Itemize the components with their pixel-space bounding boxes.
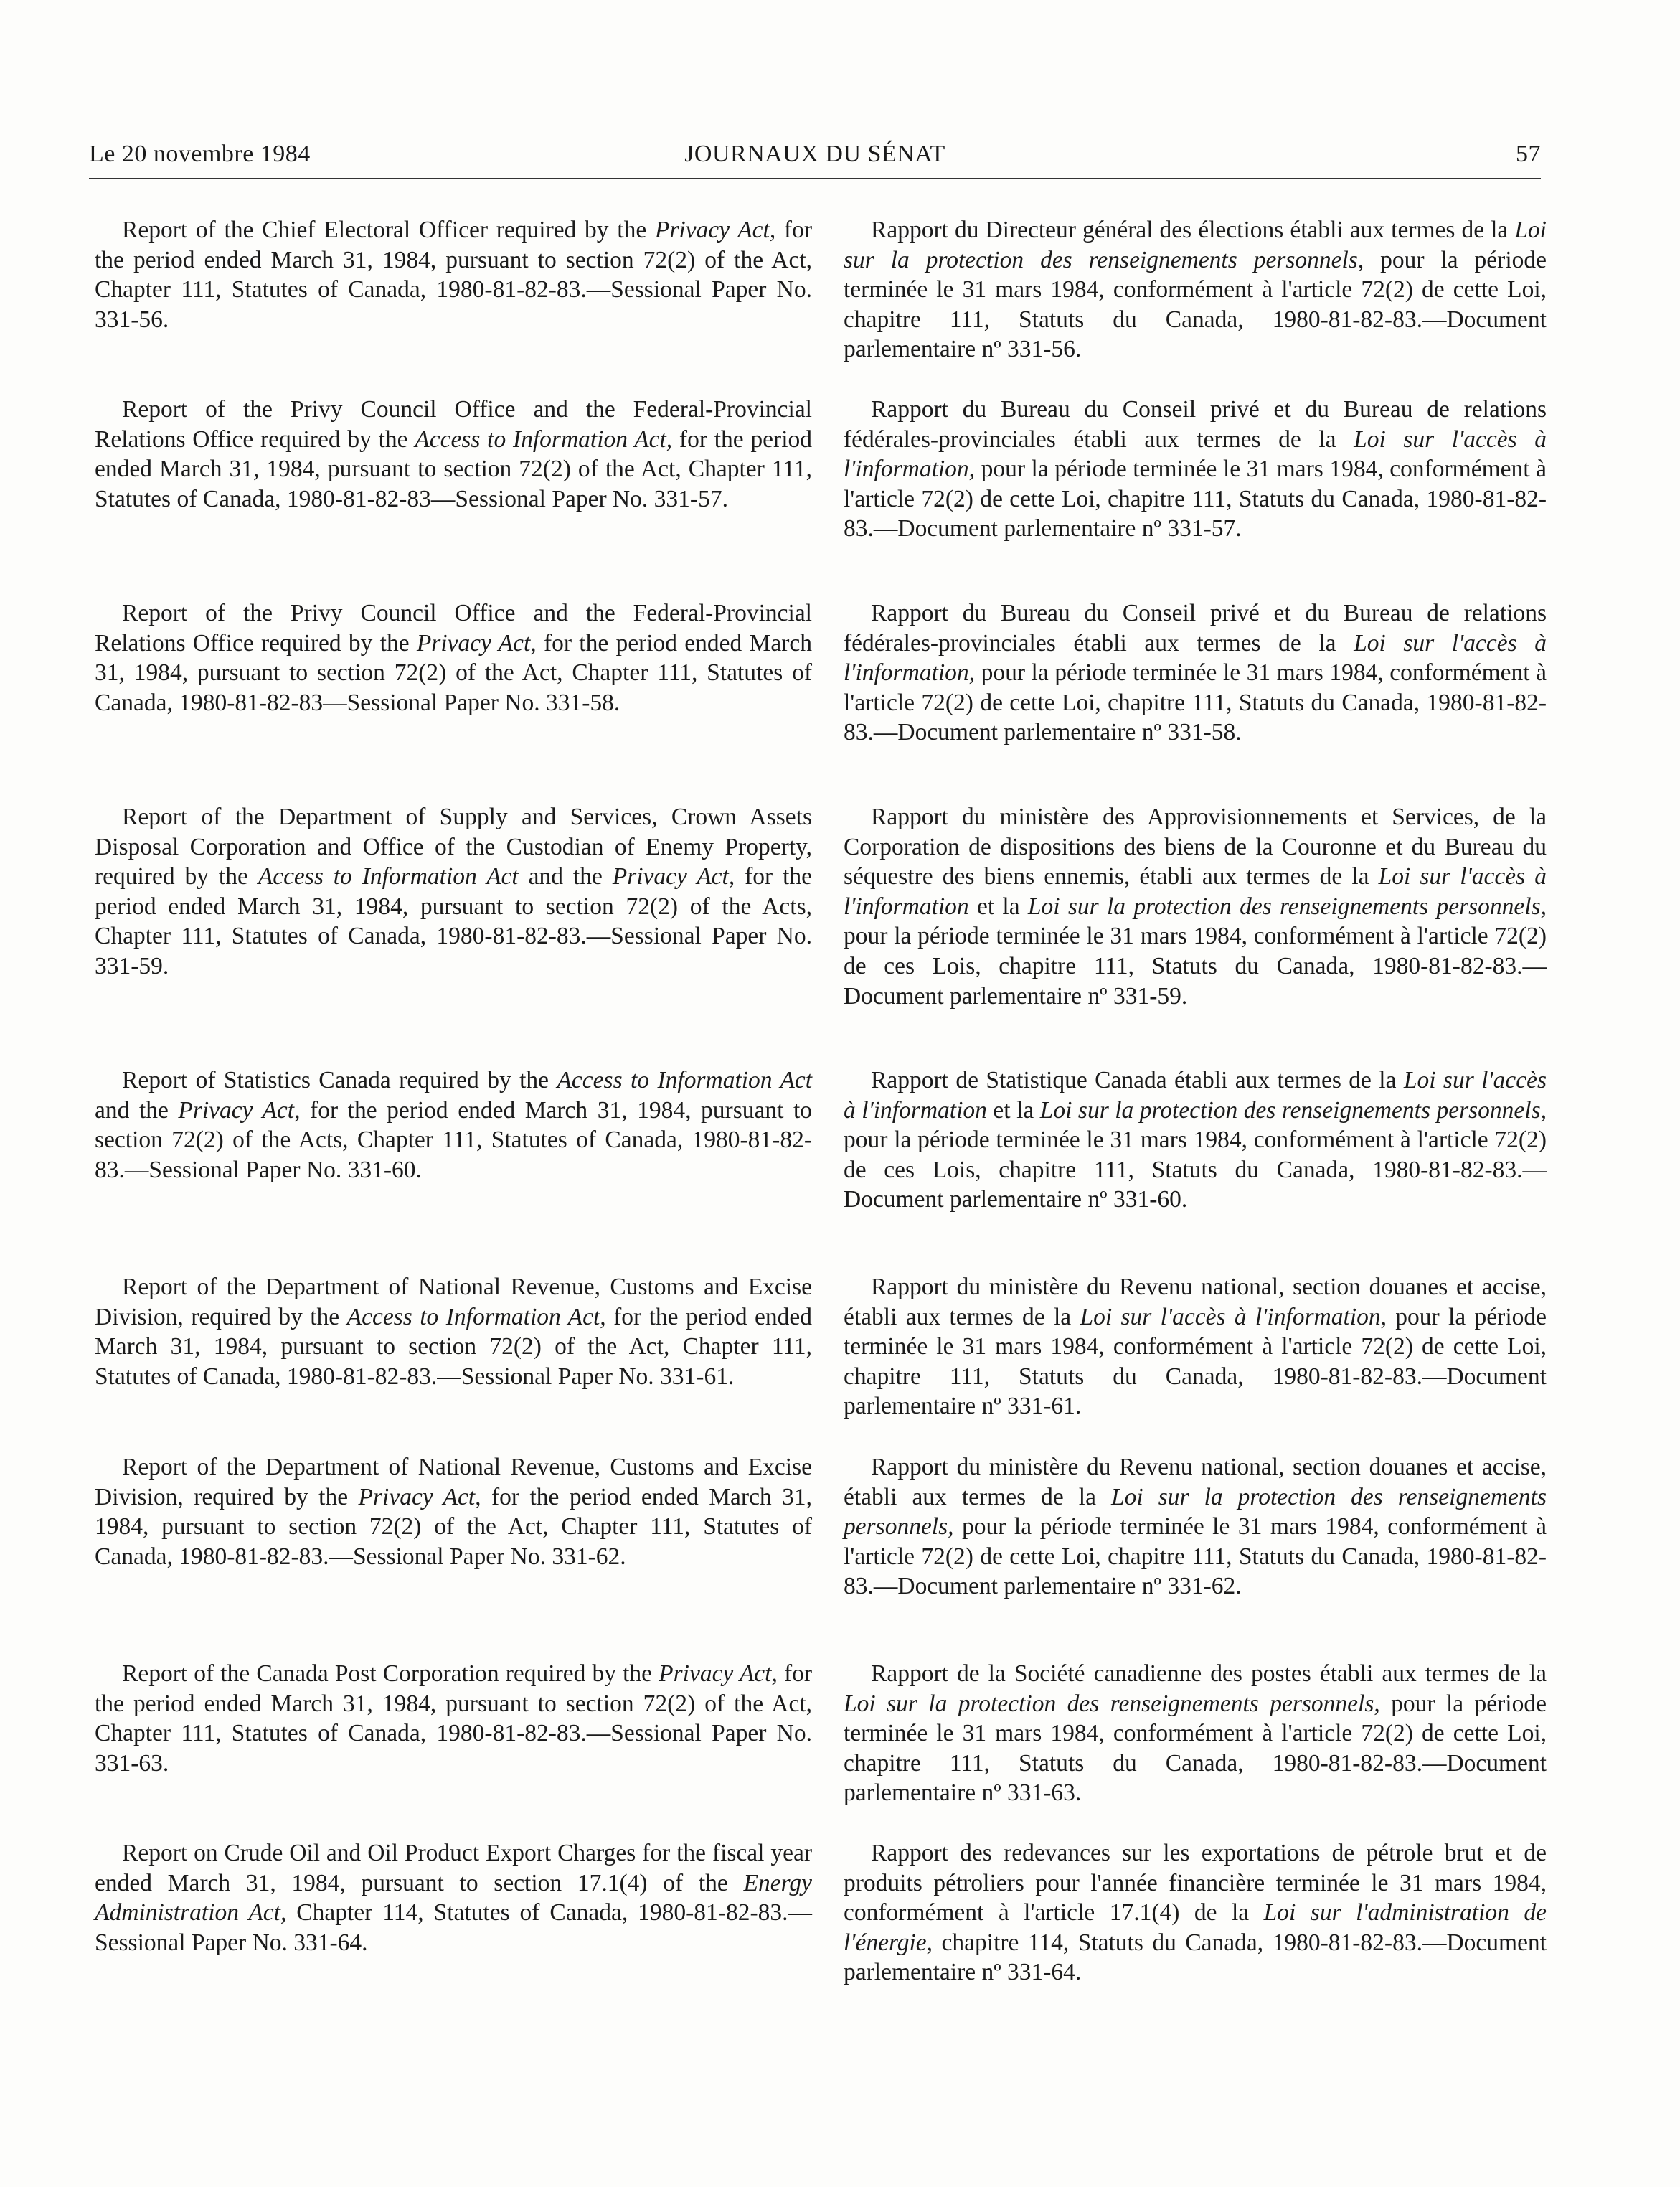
- text-run: pour la période terminée le 31 mars 1984, conformément à l'article 72(2) de cette Loi, chapitre 111, Statuts du Canada, 1980-81-82-83.—Document parlementaire nº 331-57.: [844, 456, 1547, 542]
- english-paragraph: [95, 1452, 812, 1571]
- text-run: for the period ended March 31, 1984, pursuant to section 72(2) of the Acts, Chapter 111, Statutes of Canada, 1980-81-82-83.—Sessional Paper No. 331-59.: [95, 863, 813, 979]
- french-paragraph: [844, 215, 1547, 364]
- french-paragraph: [844, 598, 1547, 748]
- english-paragraph: [95, 1838, 812, 1957]
- text-run: for the period ended March 31, 1984, pursuant to section 72(2) of the Act, Chapter 111, Statutes of Canada, 1980-81-82-83.—Sessional Paper No. 331-56.: [95, 217, 812, 333]
- english-paragraph: [95, 1659, 812, 1778]
- act-title: Access to Information Act: [557, 1067, 813, 1094]
- text-run: pour la période terminée le 31 mars 1984, conformément à l'article 72(2) de ces Lois, chapitre 111, Statuts du Canada, 1980-81-82-83.—Document parlementaire nº 331-60.: [844, 1127, 1547, 1213]
- text-run: for the period ended March 31, 1984, pursuant to section 72(2) of the Act, Chapter 111, Statutes of Canada, 1980-81-82-83.—Sessional Paper No. 331-63.: [95, 1660, 813, 1777]
- text-run: Report of Statistics Canada required by the: [122, 1067, 557, 1094]
- text-run: Rapport du ministère des Approvisionnements et Services, de la Corporation de dispositions des biens de la Couronne et du Bureau du séquestre des biens ennemis, établi aux termes de la: [844, 804, 1547, 890]
- text-run: Chapter 114, Statutes of Canada, 1980-81-82-83.—Sessional Paper No. 331-64.: [95, 1899, 812, 1956]
- text-run: Report of the Privy Council Office and the Federal-Provincial Relations Office required by the: [95, 396, 812, 453]
- act-title: Loi sur la protection des renseignements personnels,: [844, 1690, 1380, 1717]
- text-run: for the period ended March 31, 1984, pursuant to section 72(2) of the Act, Chapter 111, Statutes of Canada, 1980-81-82-83—Sessional Paper No. 331-57.: [95, 425, 812, 512]
- text-run: pour la période terminée le 31 mars 1984, conformément à l'article 72(2) de ces Lois, chapitre 111, Statuts du Canada, 1980-81-82-83.—Document parlementaire nº 331-59.: [844, 923, 1547, 1010]
- text-run: et la: [986, 1096, 1040, 1124]
- act-title: Loi sur l'accès à l'information,: [844, 629, 1547, 687]
- act-title: Loi sur la protection des renseignements personnels,: [844, 217, 1547, 273]
- text-run: Rapport de la Société canadienne des postes établi aux termes de la: [871, 1660, 1547, 1687]
- english-paragraph: [95, 598, 812, 718]
- act-title: Access to Information Act: [258, 863, 519, 890]
- act-title: Loi sur l'accès à l'information: [844, 1067, 1547, 1124]
- text-run: Rapport de Statistique Canada établi aux termes de la: [871, 1067, 1404, 1094]
- act-title: Loi sur l'administration de l'énergie,: [844, 1899, 1547, 1956]
- english-paragraph: [95, 802, 812, 982]
- text-run: Report of the Canada Post Corporation required by the: [122, 1660, 659, 1687]
- text-run: for the period ended March 31, 1984, pursuant to section 72(2) of the Act, Chapter 111, Statutes of Canada, 1980-81-82-83—Sessional Paper No. 331-58.: [95, 629, 812, 716]
- text-run: for the period ended March 31, 1984, pursuant to section 72(2) of the Act, Chapter 111, Statutes of Canada, 1980-81-82-83.—Sessional Paper No. 331-62.: [95, 1483, 812, 1570]
- text-run: Rapport du ministère du Revenu national, section douanes et accise, établi aux termes de la: [844, 1454, 1547, 1510]
- text-run: chapitre 114, Statuts du Canada, 1980-81-82-83.—Document parlementaire nº 331-64.: [844, 1929, 1547, 1986]
- act-title: Loi sur l'accès à l'information,: [1080, 1303, 1387, 1330]
- french-paragraph: [844, 1452, 1547, 1602]
- act-title: Privacy Act,: [358, 1483, 481, 1510]
- act-title: Loi sur l'accès à l'information: [844, 863, 1547, 920]
- english-paragraph: [95, 1272, 812, 1391]
- act-title: Privacy Act,: [416, 629, 537, 657]
- act-title: Privacy Act,: [612, 863, 735, 890]
- header-date: Le 20 novembre 1984: [89, 141, 311, 167]
- act-title: Privacy Act,: [659, 1660, 778, 1687]
- text-run: and the: [518, 863, 613, 890]
- running-header: [89, 141, 1541, 178]
- header-rule: [89, 178, 1541, 179]
- text-run: Report of the Department of National Revenue, Customs and Excise Division, required by the: [95, 1274, 812, 1330]
- text-run: for the period ended March 31, 1984, pursuant to section 72(2) of the Act, Chapter 111, Statutes of Canada, 1980-81-82-83.—Sessional Paper No. 331-61.: [95, 1303, 813, 1390]
- header-title: JOURNAUX DU SÉNAT: [684, 141, 945, 167]
- page-number: 57: [1516, 141, 1541, 167]
- act-title: Privacy Act,: [178, 1096, 301, 1124]
- english-paragraph: [95, 215, 812, 334]
- text-run: pour la période terminée le 31 mars 1984, conformément à l'article 72(2) de cette Loi, chapitre 111, Statuts du Canada, 1980-81-82-83.—Document parlementaire nº 331-62.: [844, 1513, 1547, 1600]
- text-run: pour la période terminée le 31 mars 1984, conformément à l'article 72(2) de cette Loi, chapitre 111, Statuts du Canada, 1980-81-82-83.—Document parlementaire nº 331-63.: [844, 1690, 1547, 1807]
- french-paragraph: [844, 802, 1547, 1011]
- english-paragraph: [95, 395, 812, 514]
- text-run: Rapport du Bureau du Conseil privé et du Bureau de relations fédérales-provinciales établi aux termes de la: [844, 396, 1547, 453]
- text-run: Report of the Department of Supply and Services, Crown Assets Disposal Corporation and Office of the Custodian of Enemy Property, required by the: [95, 804, 812, 890]
- text-run: Report of the Chief Electoral Officer required by the: [122, 217, 655, 243]
- text-run: Rapport des redevances sur les exportations de pétrole brut et de produits pétroliers pour l'année financière terminée le 31 mars 1984, conformément à l'article 17.1(4) de la: [844, 1840, 1547, 1927]
- text-run: for the period ended March 31, 1984, pursuant to section 72(2) of the Acts, Chapter 111, Statutes of Canada, 1980-81-82-83.—Sessional Paper No. 331-60.: [95, 1096, 813, 1183]
- text-run: Report of the Department of National Revenue, Customs and Excise Division, required by the: [95, 1454, 812, 1510]
- act-title: Loi sur la protection des renseignements personnels,: [1027, 893, 1547, 920]
- english-paragraph: [95, 1066, 812, 1185]
- text-run: Rapport du Bureau du Conseil privé et du Bureau de relations fédérales-provinciales établi aux termes de la: [844, 600, 1547, 657]
- text-run: pour la période terminée le 31 mars 1984, conformément à l'article 72(2) de cette Loi, chapitre 111, Statuts du Canada, 1980-81-82-83.—Document parlementaire nº 331-61.: [844, 1303, 1547, 1420]
- text-run: Rapport du Directeur général des élections établi aux termes de la: [871, 217, 1515, 243]
- text-run: Report on Crude Oil and Oil Product Export Charges for the fiscal year ended March 31, 1984, pursuant to section 17.1(4) of the: [95, 1840, 812, 1896]
- french-paragraph: [844, 1066, 1547, 1215]
- text-run: Rapport du ministère du Revenu national, section douanes et accise, établi aux termes de la: [844, 1274, 1547, 1330]
- act-title: Energy Administration Act,: [95, 1869, 812, 1927]
- french-paragraph: [844, 1659, 1547, 1808]
- french-paragraph: [844, 1272, 1547, 1421]
- act-title: Loi sur l'accès à l'information,: [844, 425, 1547, 483]
- act-title: Loi sur la protection des renseignements personnels,: [844, 1483, 1547, 1541]
- text-run: pour la période terminée le 31 mars 1984, conformément à l'article 72(2) de cette Loi, chapitre 111, Statuts du Canada, 1980-81-82-83.—Document parlementaire nº 331-58.: [844, 659, 1547, 746]
- french-paragraph: [844, 1838, 1547, 1988]
- act-title: Privacy Act,: [654, 217, 776, 243]
- text-run: et la: [968, 893, 1028, 920]
- text-run: Report of the Privy Council Office and the Federal-Provincial Relations Office required by the: [95, 600, 812, 657]
- text-run: and the: [95, 1096, 179, 1124]
- french-paragraph: [844, 395, 1547, 544]
- act-title: Access to Information Act,: [346, 1303, 606, 1330]
- act-title: Loi sur la protection des renseignements personnels,: [1039, 1096, 1547, 1124]
- act-title: Access to Information Act,: [415, 425, 673, 453]
- text-run: pour la période terminée le 31 mars 1984, conformément à l'article 72(2) de cette Loi, chapitre 111, Statuts du Canada, 1980-81-82-83.—Document parlementaire nº 331-56.: [844, 246, 1547, 363]
